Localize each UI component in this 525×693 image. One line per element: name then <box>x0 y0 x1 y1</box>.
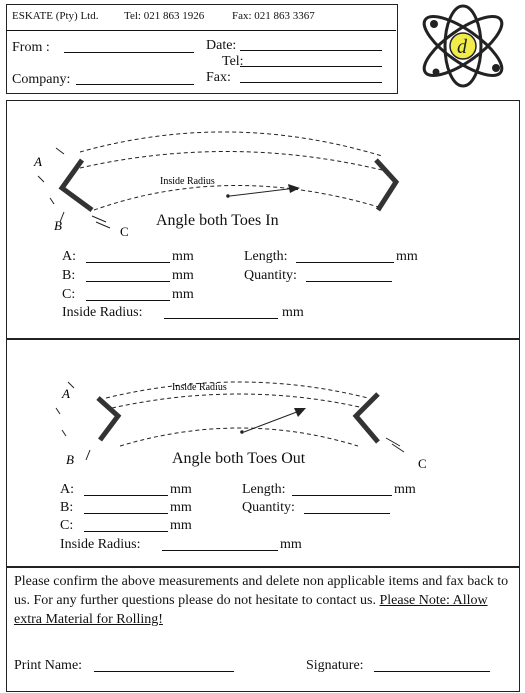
b-field-2[interactable] <box>84 513 168 514</box>
from-label: From : <box>12 40 50 55</box>
tel-field[interactable] <box>240 66 382 67</box>
date-label: Date: <box>206 38 237 53</box>
b-label-2: B: <box>60 500 74 515</box>
print-name-label: Print Name: <box>14 658 83 673</box>
c-label-2: C: <box>60 518 74 533</box>
inside-radius-label: Inside Radius: <box>62 305 143 320</box>
from-field[interactable] <box>64 52 194 53</box>
length-label: Length: <box>244 249 288 264</box>
atom-logo-icon <box>412 2 514 90</box>
toes-in-label-b: B <box>54 218 62 233</box>
confirmation-note <box>14 572 514 629</box>
inside-radius-unit-2: mm <box>280 537 302 552</box>
toes-out-inside-radius: Inside Radius <box>172 382 227 393</box>
c-unit-2: mm <box>170 518 192 533</box>
b-unit: mm <box>172 268 194 283</box>
toes-out-label-a: A <box>62 386 70 401</box>
c-label: C: <box>62 287 76 302</box>
company-name: ESKATE (Pty) Ltd. <box>12 10 99 22</box>
toes-out-label-b: B <box>66 452 74 467</box>
header-divider <box>6 30 396 31</box>
length-label-2: Length: <box>242 482 286 497</box>
toes-in-label-c: C <box>120 224 129 238</box>
inside-radius-unit: mm <box>282 305 304 320</box>
inside-radius-field-2[interactable] <box>162 550 278 551</box>
a-label: A: <box>62 249 76 264</box>
b-field[interactable] <box>86 281 170 282</box>
c-field[interactable] <box>86 300 170 301</box>
rolling-note: Please Note: Allow extra Material for Rolling! <box>14 593 488 627</box>
signature-label: Signature: <box>306 658 364 673</box>
length-field[interactable] <box>296 262 394 263</box>
inside-radius-label-2: Inside Radius: <box>60 537 141 552</box>
length-unit: mm <box>396 249 418 264</box>
company-label: Company: <box>12 72 71 87</box>
toes-in-inside-radius: Inside Radius <box>160 176 215 187</box>
toes-out-label-c: C <box>418 456 427 471</box>
date-field[interactable] <box>240 50 382 51</box>
fax-label: Fax: <box>206 70 231 85</box>
quantity-label-2: Quantity: <box>242 500 295 515</box>
b-label: B: <box>62 268 76 283</box>
inside-radius-field[interactable] <box>164 318 278 319</box>
c-unit: mm <box>172 287 194 302</box>
toes-in-title: Angle both Toes In <box>156 212 279 229</box>
quantity-field[interactable] <box>306 281 392 282</box>
a-unit-2: mm <box>170 482 192 497</box>
svg-text:d: d <box>457 36 467 58</box>
confirmation-text: Please confirm the above measurements and delete non applicable items and fax back to us. For any further questions please do not hesitate to contact us. <box>14 574 509 608</box>
a-unit: mm <box>172 249 194 264</box>
quantity-label: Quantity: <box>244 268 297 283</box>
a-field-2[interactable] <box>84 495 168 496</box>
company-tel: Tel: 021 863 1926 <box>124 10 205 22</box>
c-field-2[interactable] <box>84 531 168 532</box>
toes-out-title: Angle both Toes Out <box>172 450 306 467</box>
signature-field[interactable] <box>374 671 490 672</box>
b-unit-2: mm <box>170 500 192 515</box>
tel-label: Tel: <box>222 54 244 69</box>
print-name-field[interactable] <box>94 671 234 672</box>
length-field-2[interactable] <box>292 495 392 496</box>
length-unit-2: mm <box>394 482 416 497</box>
a-label-2: A: <box>60 482 74 497</box>
a-field[interactable] <box>86 262 170 263</box>
quantity-field-2[interactable] <box>304 513 390 514</box>
company-field[interactable] <box>76 84 194 85</box>
company-fax: Fax: 021 863 3367 <box>232 10 315 22</box>
toes-in-label-a: A <box>34 154 42 169</box>
fax-field[interactable] <box>240 82 382 83</box>
